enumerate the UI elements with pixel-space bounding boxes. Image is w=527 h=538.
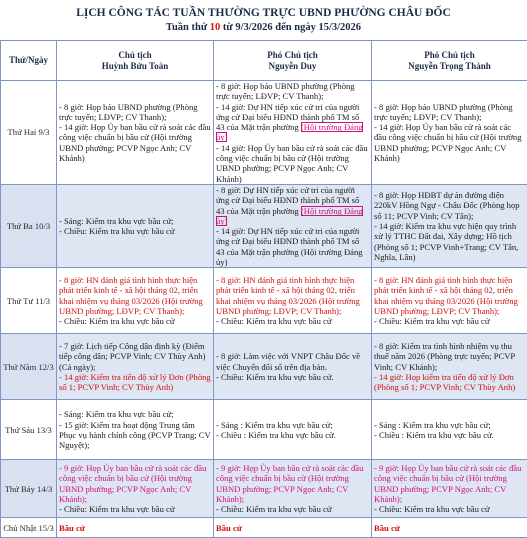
schedule-entry: - Chiều : Kiểm tra khu vực bầu cử. [374, 430, 525, 440]
schedule-cell [57, 334, 214, 400]
col-header-title: Phó Chủ tịch [216, 50, 369, 61]
schedule-entry: - Chiều: Kiểm tra khu vực bầu cử [59, 226, 211, 236]
schedule-entry: - 14 giờ: Họp Ủy ban bầu cử rà soát các đầu công việc chuẩn bị bầu cử (Hội trường UBND phường; PCVP Ngọc Anh; CV Khánh) [59, 122, 211, 163]
schedule-entry: - 8 giờ: Làm việc với VNPT Châu Đốc về việc Chuyển đổi số trên địa bàn. [216, 351, 369, 372]
schedule-entry: Bầu cử [374, 523, 400, 533]
schedule-cell [214, 460, 372, 518]
day-cell: Thứ Hai 9/3 [1, 81, 57, 185]
schedule-entry: - 8 giờ: Họp báo UBND phường (Phòng trực tuyến; LĐVP; CV Thanh); [216, 81, 369, 102]
schedule-cell [372, 518, 527, 538]
day-cell: Thứ Năm 12/3 [1, 334, 57, 400]
schedule-entry: - 14 giờ: Dự HN tiếp xúc cử tri của người ứng cử Đại biểu HĐND thành phố TM số 43 của Mặt trận phường (Hội trường Đảng ủy) [216, 226, 369, 267]
schedule-entry: - 8 giờ: Kiểm tra tình hình nhiệm vụ thu thuế năm 2026 (Phòng trực tuyến; PCVP Vinh; CV Khánh); [374, 341, 525, 372]
schedule-header [0, 0, 527, 38]
col-header-title: Phó Chủ tịch [374, 50, 525, 61]
schedule-entry: - 8 giờ: HN đánh giá tình hình thực hiện phát triển kinh tế - xã hội tháng 02, triển khai nhiệm vụ tháng 03/2026 (Hội trường UBND phường; LĐVP; CV Thanh); [374, 275, 525, 316]
schedule-cell [57, 518, 214, 538]
schedule-entry: - 9 giờ: Họp Ủy ban bầu cử rà soát các đầu công việc chuẩn bị bầu cử (Hội trường UBND phường; PCVP Ngọc Anh; CV Khánh); [216, 463, 369, 504]
schedule-cell [214, 184, 372, 267]
schedule-cell [57, 460, 214, 518]
schedule-entry: - Sáng: Kiểm tra khu vực bầu cử; [59, 216, 211, 226]
day-cell: Chủ Nhật 15/3 [1, 518, 57, 538]
schedule-table [0, 40, 527, 538]
schedule-entry: - Chiều: Kiểm tra khu vực bầu cử [216, 504, 369, 514]
table-row [1, 268, 527, 334]
schedule-cell [57, 81, 214, 185]
col-header-title: Chủ tịch [59, 50, 211, 61]
table-row [1, 184, 527, 267]
schedule-entry: - Chiều: Kiểm tra khu vực bầu cử. [216, 372, 369, 382]
schedule-cell [372, 460, 527, 518]
week-prefix: Tuần thứ [166, 22, 207, 33]
schedule-cell [214, 268, 372, 334]
col-header-name: Nguyễn Duy [216, 61, 369, 72]
schedule-entry: - Chiều: Kiểm tra khu vực bầu cử [59, 504, 211, 514]
schedule-entry: - 9 giờ: Họp Ủy ban bầu cử rà soát các đầu công việc chuẩn bị bầu cử (Hội trường UBND phường; PCVP Ngọc Anh; CV Khánh); [374, 463, 525, 504]
schedule-entry: - 8 giờ: HN đánh giá tình hình thực hiện phát triển kinh tế - xã hội tháng 02, triển khai nhiệm vụ tháng 03/2026 (Hội trường UBND phường; LĐVP; CV Thanh); [216, 275, 369, 316]
schedule-title: LỊCH CÔNG TÁC TUẦN THƯỜNG TRỰC UBND PHƯỜNG CHÂU ĐỐC [0, 7, 527, 19]
col-header-name: Huỳnh Bửu Toàn [59, 61, 211, 72]
schedule-entry: - 14 giờ: Họp Ủy ban bầu cử rà soát các đầu công việc chuẩn bị bầu cử (Hội trường UBND phường; PCVP Ngọc Anh; CV Khánh) [216, 143, 369, 184]
schedule-cell [57, 268, 214, 334]
schedule-entry: Bầu cử [216, 523, 242, 533]
schedule-entry: - Chiều : Kiểm tra khu vực bầu cử. [216, 430, 369, 440]
schedule-entry: - 14 giờ: Họp kiểm tra tiến độ xử lý Đơn (Phòng số 1; PCVP Vinh; CV Thùy Anh) [374, 372, 525, 393]
schedule-entry: - Chiều: Kiểm tra khu vực bầu cử [59, 316, 211, 326]
table-row [1, 400, 527, 460]
schedule-entry: - Sáng : Kiểm tra khu vực bầu cử; [374, 420, 525, 430]
col-header-vice-chairman-2 [372, 41, 527, 81]
schedule-entry: - 14 giờ: Họp Ủy ban bầu cử rà soát các đầu công việc chuẩn bị bầu cử (Hội trường UBND phường; PCVP Ngọc Anh; CV Khánh) [374, 122, 525, 163]
schedule-entry: - 8 giờ: HN đánh giá tình hình thực hiện phát triển kinh tế - xã hội tháng 02, triển khai nhiệm vụ tháng 03/2026 (Hội trường UBND phường; LĐVP; CV Thanh); [59, 275, 211, 316]
schedule-cell [57, 184, 214, 267]
schedule-entry: - 8 giờ: Họp báo UBND phường (Phòng trực tuyến; LĐVP; CV Thanh); [59, 102, 211, 123]
schedule-week [0, 22, 527, 33]
schedule-cell [214, 81, 372, 185]
schedule-entry: - 7 giờ: Lịch tiếp Công dân định kỳ (Điểm tiếp công dân; PCVP Vinh; CV Thùy Anh) (Cả ngày); [59, 341, 211, 372]
schedule-entry-highlight: (Hội trường Đảng ủy) [216, 122, 363, 142]
schedule-entry: - 9 giờ: Họp Ủy ban bầu cử rà soát các đầu công việc chuẩn bị bầu cử (Hội trường UBND phường; PCVP Ngọc Anh; CV Khánh); [59, 463, 211, 504]
schedule-cell [372, 81, 527, 185]
schedule-entry: - Sáng : Kiểm tra khu vực bầu cử; [216, 420, 369, 430]
schedule-cell [372, 184, 527, 267]
day-cell: Thứ Tư 11/3 [1, 268, 57, 334]
schedule-entry: - Chiều: Kiểm tra khu vực bầu cử [374, 504, 525, 514]
week-number: 10 [210, 22, 221, 33]
table-row [1, 334, 527, 400]
table-row [1, 460, 527, 518]
schedule-entry: - 8 giờ: Họp báo UBND phường (Phòng trực tuyến; LĐVP; CV Thanh); [374, 102, 525, 123]
schedule-cell [372, 400, 527, 460]
day-cell: Thứ Bảy 14/3 [1, 460, 57, 518]
col-header-day: Thứ/Ngày [1, 41, 57, 81]
schedule-entry: - 14 giờ: Kiểm tra khu vực hiện quy trình xử lý TTHC Đất đai, Xây dựng; Hồ tịch (Phòng số 1; PCVP Vinh+Trang; CV Tân, Nghĩa, Lân) [374, 221, 525, 262]
schedule-entry: - 15 giờ: Kiểm tra hoạt động Trung tâm Phục vụ hành chính công (PCVP Trang; CV Nguyệt); [59, 420, 211, 451]
schedule-entry: - Chiều: Kiểm tra khu vực bầu cử [216, 316, 369, 326]
schedule-entry: Bầu cử [59, 523, 85, 533]
col-header-name: Nguyễn Trọng Thành [374, 61, 525, 72]
schedule-cell [372, 268, 527, 334]
schedule-entry: - 8 giờ: Họp HĐBT dự án đường điện 220kV Hồng Ngự - Châu Đốc (Phòng họp số 11; PCVP Vinh; CV Tân); [374, 190, 525, 221]
schedule-cell [214, 518, 372, 538]
schedule-cell [57, 400, 214, 460]
col-header-vice-chairman-1 [214, 41, 372, 81]
table-header-row [1, 41, 527, 81]
schedule-entry: - 14 giờ: Dự HN tiếp xúc cử tri của người ứng cử Đại biểu HĐND thành phố TM số 43 của Mặt trận phường [216, 102, 359, 133]
schedule-entry: - Sáng: Kiểm tra khu vực bầu cử; [59, 409, 211, 419]
table-row [1, 81, 527, 185]
schedule-entry: - Chiều: Kiểm tra khu vực bầu cử [374, 316, 525, 326]
schedule-cell [214, 400, 372, 460]
schedule-entry: - 8 giờ: Dự HN tiếp xúc cử tri của người ứng cử Đại biểu HĐND thành phố TM số 43 của Mặt trận phường [216, 185, 359, 216]
week-range: từ 9/3/2026 đến ngày 15/3/2026 [223, 22, 361, 33]
schedule-cell [372, 334, 527, 400]
day-cell: Thứ Sáu 13/3 [1, 400, 57, 460]
day-cell: Thứ Ba 10/3 [1, 184, 57, 267]
schedule-entry-highlight: (Hội trường Đảng ủy) [216, 206, 363, 226]
schedule-cell [214, 334, 372, 400]
table-row [1, 518, 527, 538]
col-header-chairman [57, 41, 214, 81]
schedule-entry: - 14 giờ: Kiểm tra tiến độ xử lý Đơn (Phòng số 1; PCVP Vinh; CV Thùy Anh) [59, 372, 211, 393]
